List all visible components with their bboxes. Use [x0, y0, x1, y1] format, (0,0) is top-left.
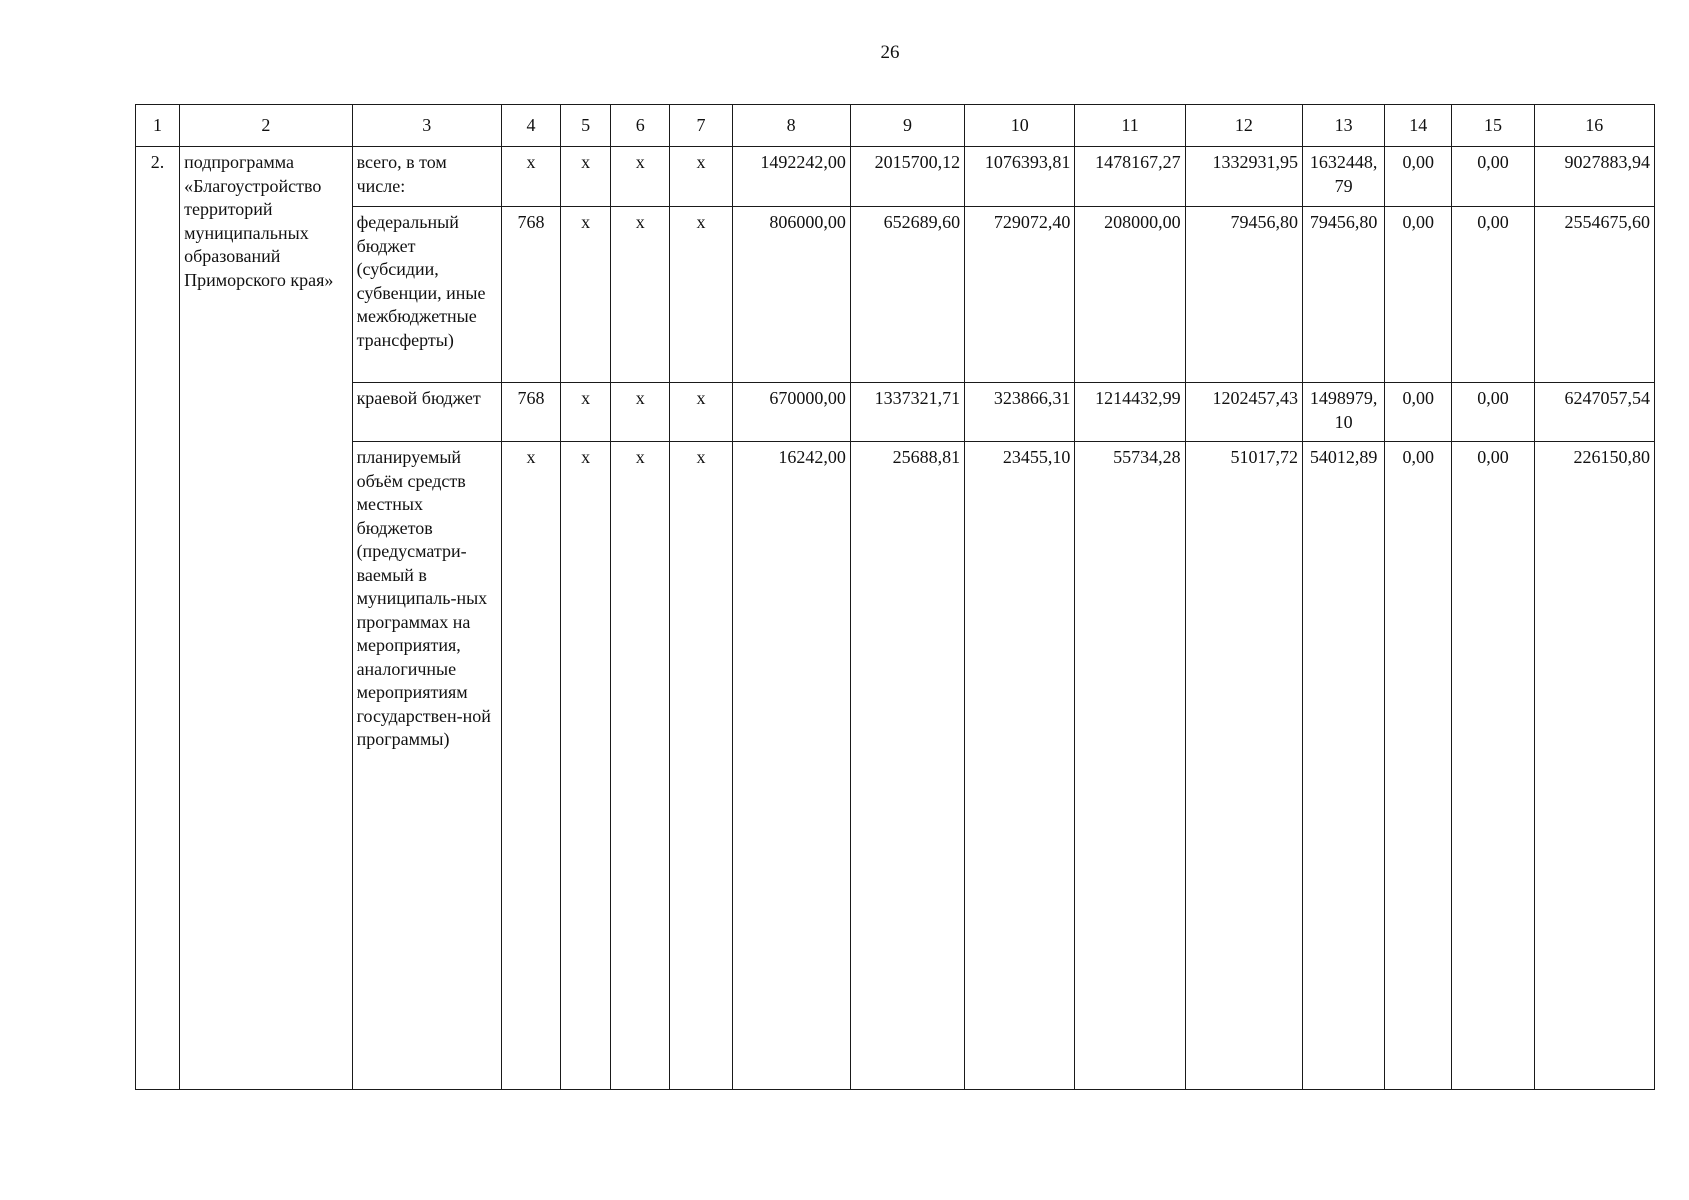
table-cell: 768: [501, 383, 560, 442]
table-cell: 1202457,43: [1185, 383, 1302, 442]
table-cell: 1076393,81: [965, 147, 1075, 207]
table-cell: x: [670, 207, 732, 383]
table-cell: 79456,80: [1185, 207, 1302, 383]
table-cell: 0,00: [1452, 147, 1534, 207]
table-cell: x: [670, 383, 732, 442]
column-number-row: [136, 105, 1655, 147]
table-cell: 55734,28: [1075, 442, 1185, 1090]
table-cell: 2554675,60: [1534, 207, 1654, 383]
table-cell: 1214432,99: [1075, 383, 1185, 442]
table-cell: 0,00: [1385, 147, 1452, 207]
table-cell: x: [561, 383, 611, 442]
table-row-regional: [136, 383, 1655, 442]
column-header: 4: [501, 105, 560, 147]
table-cell: x: [561, 442, 611, 1090]
column-header: 12: [1185, 105, 1302, 147]
table-row-federal: [136, 207, 1655, 383]
table-cell: 0,00: [1385, 207, 1452, 383]
table-cell: 226150,80: [1534, 442, 1654, 1090]
table-cell: x: [611, 207, 670, 383]
table-cell: 79456,80: [1302, 207, 1384, 383]
subprogram-name: подпрограмма «Благоустройство территорий муниципальных образований Приморского края»: [180, 147, 352, 1090]
table-cell: x: [670, 442, 732, 1090]
table-cell: 208000,00: [1075, 207, 1185, 383]
table-cell: x: [561, 207, 611, 383]
column-header: 13: [1302, 105, 1384, 147]
column-header: 11: [1075, 105, 1185, 147]
funding-source: всего, в том числе:: [352, 147, 501, 207]
column-header: 7: [670, 105, 732, 147]
table-cell: 0,00: [1452, 383, 1534, 442]
table-cell: 1632448,79: [1302, 147, 1384, 207]
table-cell: 0,00: [1385, 383, 1452, 442]
table-cell: 2015700,12: [850, 147, 964, 207]
table-cell: 0,00: [1452, 207, 1534, 383]
table-cell: 806000,00: [732, 207, 850, 383]
table-cell: 1478167,27: [1075, 147, 1185, 207]
funding-source: краевой бюджет: [352, 383, 501, 442]
table-cell: x: [611, 383, 670, 442]
table-cell: 23455,10: [965, 442, 1075, 1090]
table-cell: 25688,81: [850, 442, 964, 1090]
column-header: 16: [1534, 105, 1654, 147]
table-cell: 1332931,95: [1185, 147, 1302, 207]
table-cell: x: [501, 147, 560, 207]
funding-source: планируемый объём средств местных бюджетов (предусматри-ваемый в муниципаль-ных программах на мероприятия, аналогичные мероприятиям государствен-ной программы): [352, 442, 501, 1090]
column-header: 6: [611, 105, 670, 147]
funding-source: федеральный бюджет (субсидии, субвенции, иные межбюджетные трансферты): [352, 207, 501, 383]
table-cell: 1337321,71: [850, 383, 964, 442]
budget-table: [135, 104, 1655, 1090]
column-header: 3: [352, 105, 501, 147]
page-number: 26: [880, 42, 900, 63]
table-cell: x: [611, 442, 670, 1090]
table-row-total: [136, 147, 1655, 207]
table-cell: x: [670, 147, 732, 207]
table-cell: 670000,00: [732, 383, 850, 442]
table-cell: 729072,40: [965, 207, 1075, 383]
table-row-local: [136, 442, 1655, 1090]
column-header: 5: [561, 105, 611, 147]
table-cell: x: [501, 442, 560, 1090]
table-cell: 9027883,94: [1534, 147, 1654, 207]
table-cell: 652689,60: [850, 207, 964, 383]
column-header: 14: [1385, 105, 1452, 147]
table-cell: 0,00: [1385, 442, 1452, 1090]
column-header: 1: [136, 105, 180, 147]
column-header: 10: [965, 105, 1075, 147]
table-cell: x: [561, 147, 611, 207]
table-cell: 54012,89: [1302, 442, 1384, 1090]
column-header: 8: [732, 105, 850, 147]
table-cell: 51017,72: [1185, 442, 1302, 1090]
column-header: 15: [1452, 105, 1534, 147]
table-cell: 6247057,54: [1534, 383, 1654, 442]
table-cell: 1492242,00: [732, 147, 850, 207]
column-header: 9: [850, 105, 964, 147]
table-cell: x: [611, 147, 670, 207]
table-cell: 0,00: [1452, 442, 1534, 1090]
table-cell: 16242,00: [732, 442, 850, 1090]
column-header: 2: [180, 105, 352, 147]
table-cell: 768: [501, 207, 560, 383]
table-cell: 323866,31: [965, 383, 1075, 442]
table-cell: 1498979,10: [1302, 383, 1384, 442]
row-number: 2.: [136, 147, 180, 1090]
